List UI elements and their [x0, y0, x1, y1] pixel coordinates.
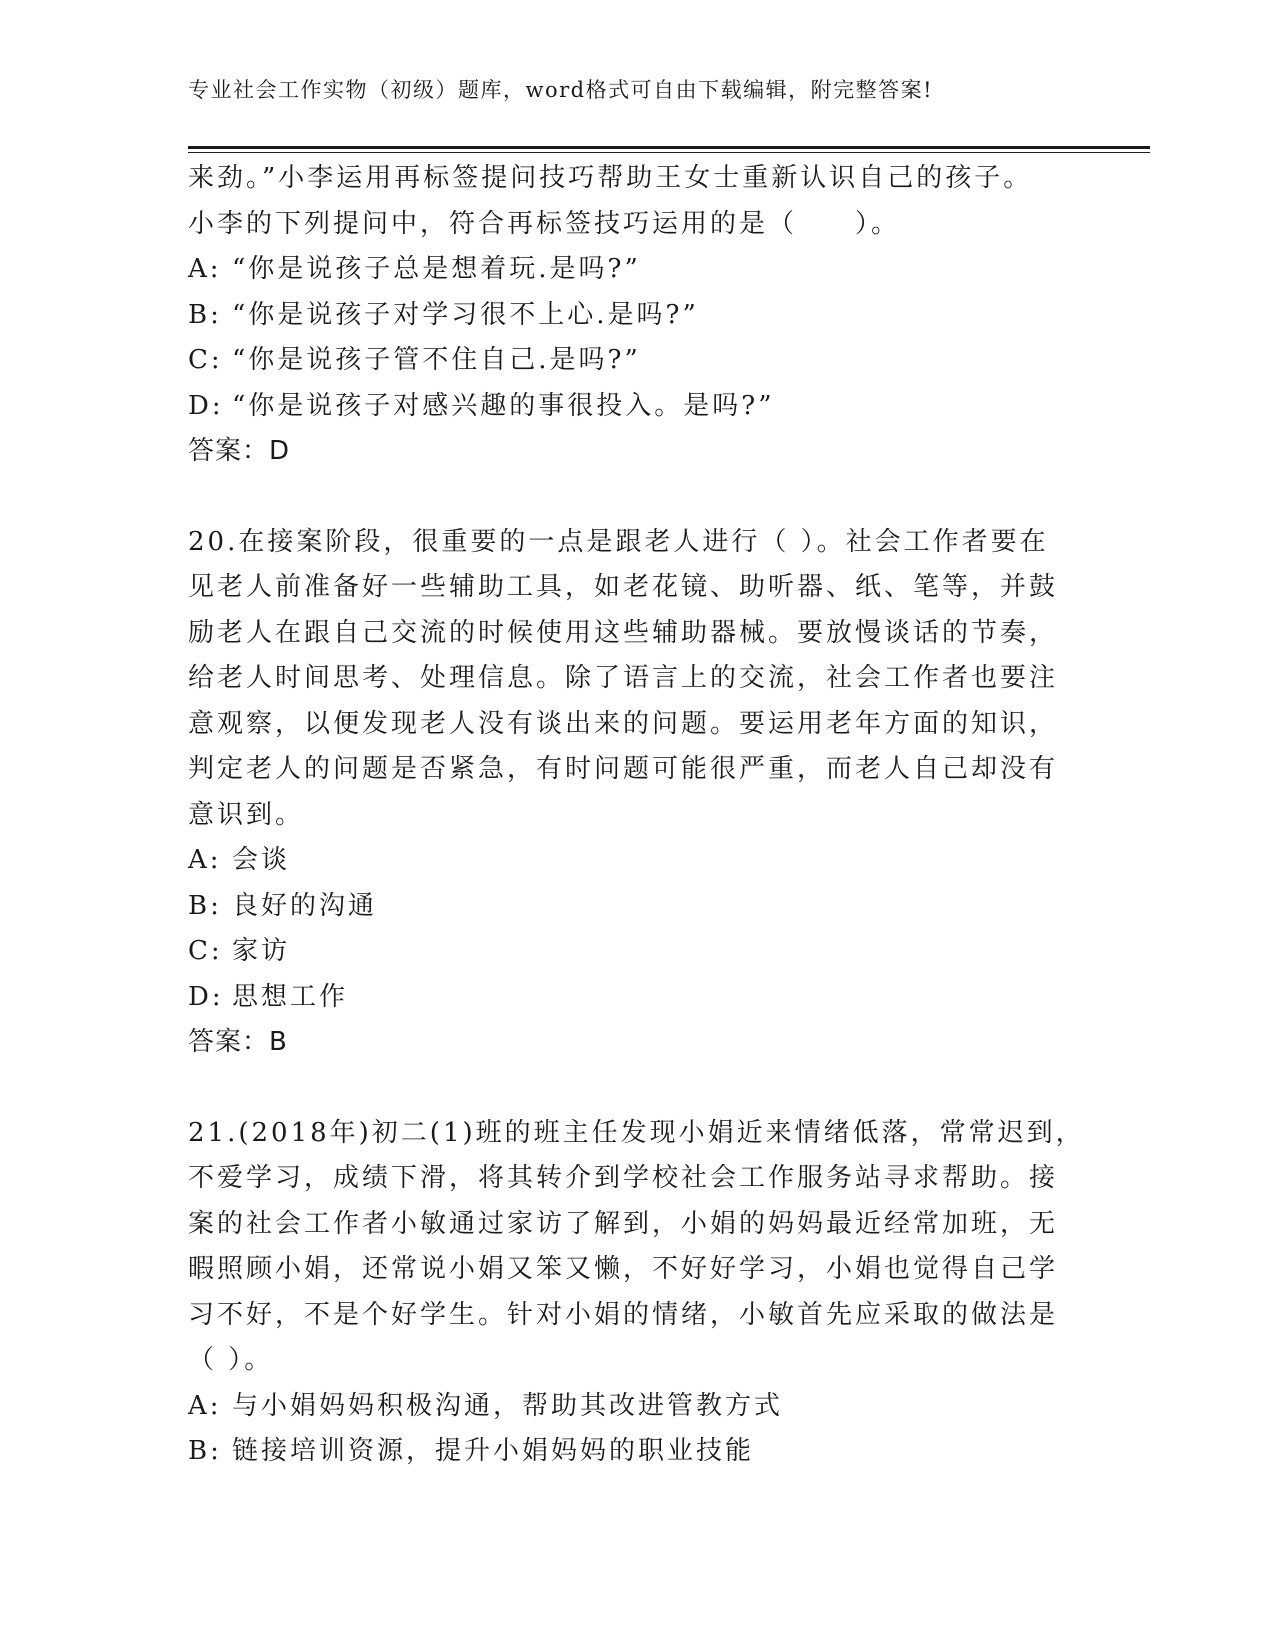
page-header: 专业社会工作实物（初级）题库，word格式可自由下载编辑，附完整答案! — [188, 78, 934, 102]
question-stem-line: 来劲。”小李运用再标签提问技巧帮助王女士重新认识自己的孩子。 — [188, 163, 1033, 193]
option-text: “你是说孩子对学习很不上心.是吗?” — [232, 299, 699, 330]
option-key: B: — [188, 1436, 222, 1466]
question-20 — [188, 520, 1068, 1066]
question-gap — [188, 475, 1068, 520]
option-text: 会谈 — [232, 845, 291, 875]
option-text: 良好的沟通 — [232, 890, 378, 921]
option-key: D: — [188, 981, 224, 1012]
option-text: “你是说孩子对感兴趣的事很投入。是吗?” — [232, 390, 775, 421]
question-gap — [188, 1066, 1068, 1111]
option-key: D: — [188, 390, 224, 421]
option-text: “你是说孩子管不住自己.是吗?” — [232, 345, 641, 375]
option-key: A: — [188, 845, 222, 875]
option-text: 链接培训资源，提升小娟妈妈的职业技能 — [232, 1436, 755, 1466]
question-stem-line: 不爱学习，成绩下滑，将其转介到学校社会工作服务站寻求帮助。接 — [188, 1163, 1059, 1193]
question-stem-line: 给老人时间思考、处理信息。除了语言上的交流，社会工作者也要注 — [188, 663, 1059, 693]
option-b — [188, 1429, 1068, 1475]
question-stem-line: 意识到。 — [188, 799, 305, 830]
question-stem-line: （ ）。 — [188, 1345, 274, 1375]
option-key: C: — [188, 936, 223, 966]
question-stem-line: 意观察，以便发现老人没有谈出来的问题。要运用老年方面的知识， — [188, 708, 1059, 739]
answer-label: 答案：D — [188, 436, 291, 466]
question-stem-line: 励老人在跟自己交流的时候使用这些辅助器械。要放慢谈话的节奏， — [188, 617, 1059, 648]
question-stem-line: 小李的下列提问中，符合再标签技巧运用的是（ ）。 — [188, 208, 901, 239]
header-rule-thin — [188, 152, 1150, 153]
option-b — [188, 884, 1068, 930]
option-b — [188, 293, 1068, 339]
question-stem-line: 21.(2018年)初二(1)班的班主任发现小娟近来情绪低落，常常迟到， — [188, 1117, 1085, 1148]
question-stem-line: 20.在接案阶段，很重要的一点是跟老人进行（ ）。社会工作者要在 — [188, 526, 1049, 557]
option-key: B: — [188, 299, 222, 330]
option-text: 与小娟妈妈积极沟通，帮助其改进管教方式 — [232, 1390, 784, 1421]
option-c — [188, 929, 1068, 975]
option-text: “你是说孩子总是想着玩.是吗?” — [232, 254, 641, 284]
question-stem-line: 习不好，不是个好学生。针对小娟的情绪，小敏首先应采取的做法是 — [188, 1299, 1059, 1330]
option-d — [188, 975, 1068, 1021]
option-key: A: — [188, 254, 222, 284]
option-key: A: — [188, 1390, 222, 1421]
option-key: B: — [188, 890, 222, 921]
answer-label: 答案：B — [188, 1027, 288, 1057]
question-19 — [188, 156, 1068, 475]
question-21 — [188, 1111, 1085, 1475]
option-a — [188, 838, 1068, 884]
option-key: C: — [188, 345, 223, 375]
option-a — [188, 247, 1068, 293]
question-stem-line: 案的社会工作者小敏通过家访了解到，小娟的妈妈最近经常加班，无 — [188, 1208, 1059, 1239]
document-body — [188, 156, 1085, 1475]
option-c — [188, 338, 1068, 384]
question-stem-line: 判定老人的问题是否紧急，有时问题可能很严重，而老人自己却没有 — [188, 754, 1059, 784]
question-stem-line: 暇照顾小娟，还常说小娟又笨又懒，不好好学习，小娟也觉得自己学 — [188, 1254, 1059, 1284]
option-d — [188, 384, 1068, 430]
option-text: 家访 — [232, 936, 291, 966]
option-a — [188, 1384, 1068, 1430]
header-rule-thick — [188, 146, 1150, 149]
question-stem-line: 见老人前准备好一些辅助工具，如老花镜、助听器、纸、笔等，并鼓 — [188, 572, 1059, 602]
option-text: 思想工作 — [232, 981, 349, 1012]
